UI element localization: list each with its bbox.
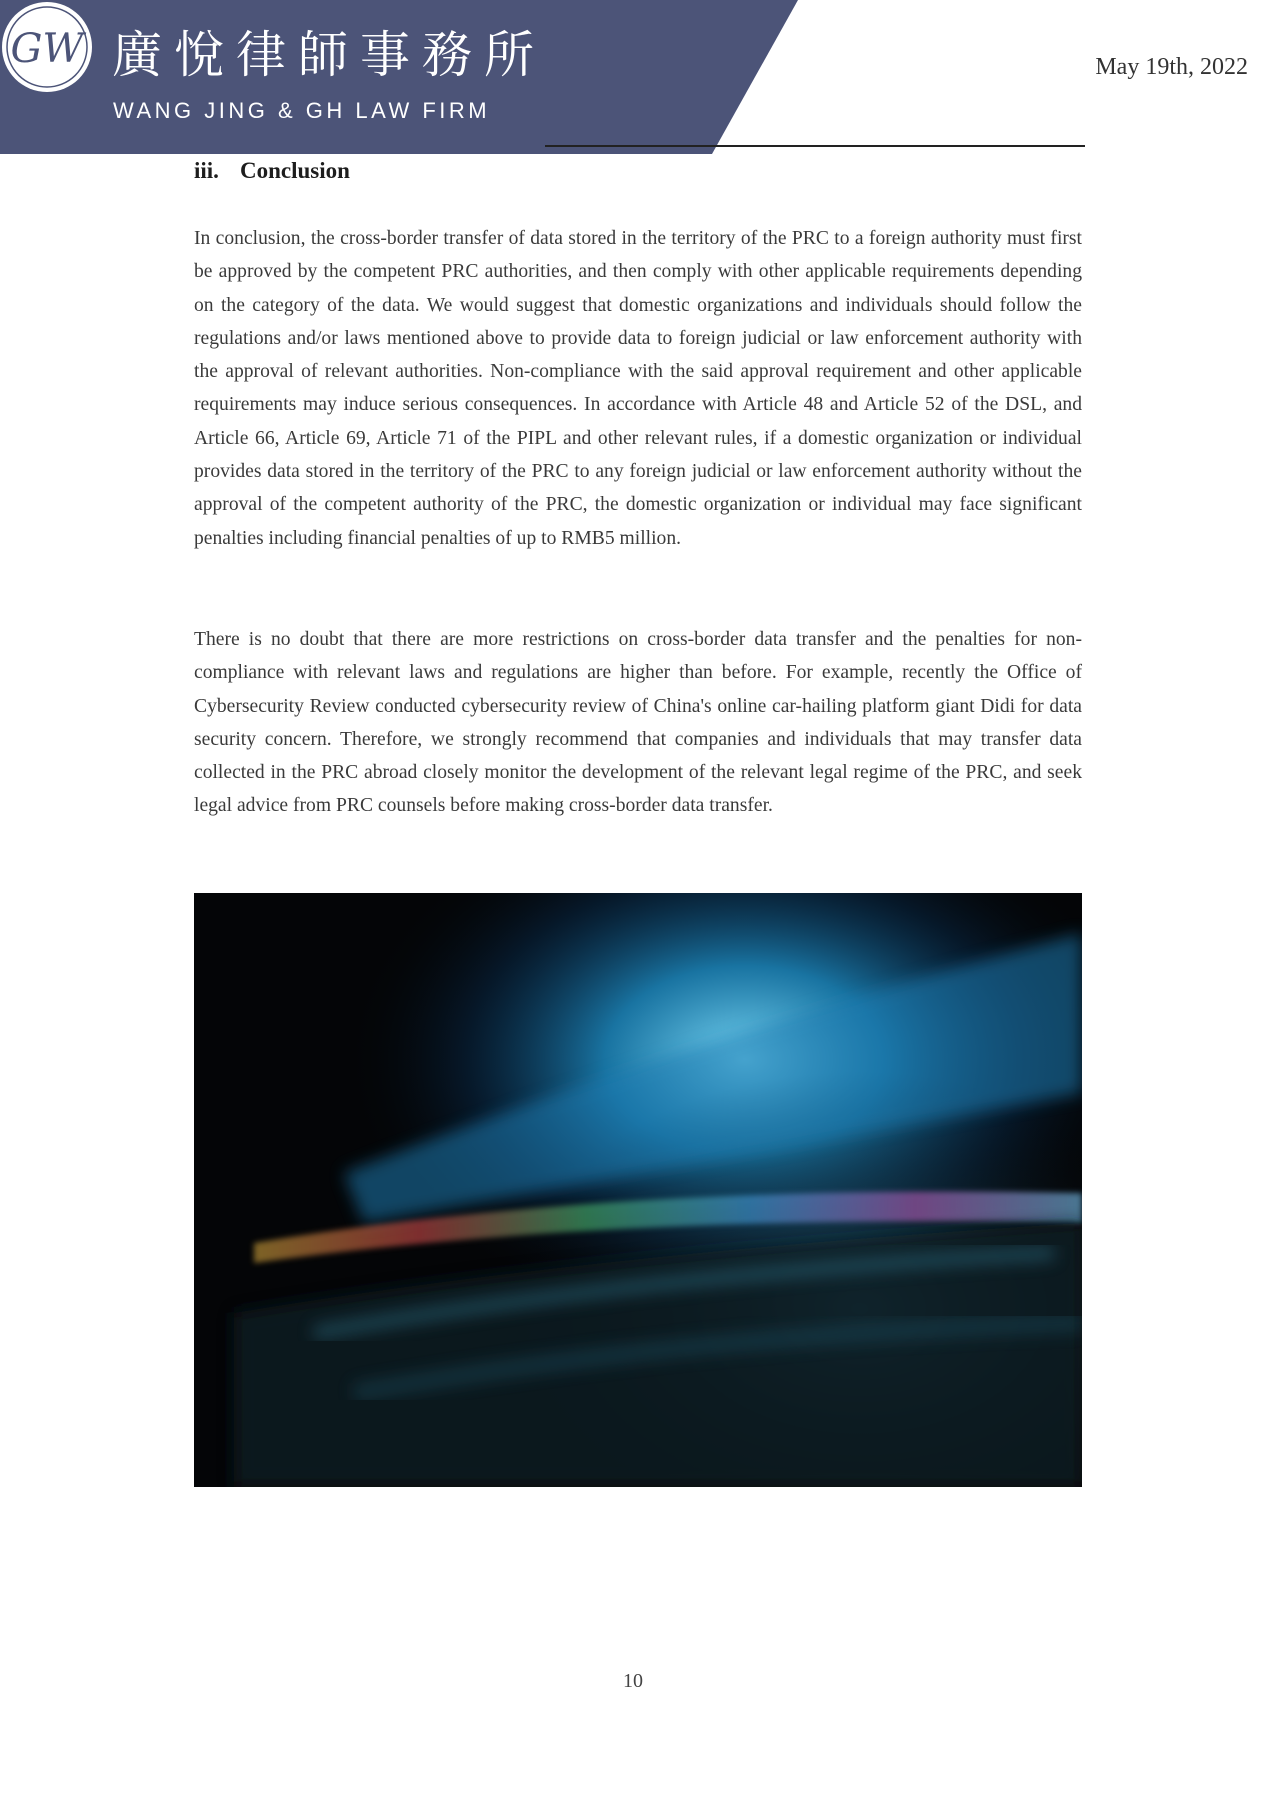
header-band bbox=[0, 0, 1266, 160]
laptop-photo bbox=[194, 893, 1082, 1487]
laptop-photo-icon bbox=[194, 893, 1082, 1487]
firm-logo-icon bbox=[0, 0, 94, 94]
section-number: iii. bbox=[194, 158, 219, 183]
firm-name-english: WANG JING & GH LAW FIRM bbox=[113, 98, 491, 123]
firm-name-chinese: 廣悅律師事務所 bbox=[112, 26, 546, 84]
document-date: May 19th, 2022 bbox=[1095, 54, 1248, 80]
paragraph-conclusion: In conclusion, the cross-border transfer of data stored in the territory of the PRC to a foreign authority must first be approved by the competent PRC authorities, and then comply with other applicable requirements depending on the category of the data. We would suggest that domestic organizations and individuals should follow the regulations and/or laws mentioned above to provide data to foreign judicial or law enforcement authority with the approval of relevant authorities. Non-compliance with the said approval requirement and other applicable requirements may induce serious consequences. In accordance with Article 48 and Article 52 of the DSL, and Article 66, Article 69, Article 71 of the PIPL and other relevant rules, if a domestic organization or individual provides data stored in the territory of the PRC to any foreign judicial or law enforcement authority without the approval of the competent authority of the PRC, the domestic organization or individual may face significant penalties including financial penalties of up to RMB5 million. bbox=[194, 228, 1082, 549]
paragraph-recommendation: There is no doubt that there are more restrictions on cross-border data transfer and the penalties for non-compliance with relevant laws and regulations are higher than before. For example, recently the Office of Cybersecurity Review conducted cybersecurity review of China's online car-hailing platform giant Didi for data security concern. Therefore, we strongly recommend that companies and individuals that may transfer data collected in the PRC abroad closely monitor the development of the relevant legal regime of the PRC, and seek legal advice from PRC counsels before making cross-border data transfer. bbox=[194, 629, 1082, 817]
logo-monogram: GW bbox=[10, 26, 84, 72]
section-heading bbox=[194, 158, 350, 184]
page-number: 10 bbox=[623, 1670, 643, 1692]
section-title: Conclusion bbox=[240, 158, 350, 183]
header-rule bbox=[545, 145, 1085, 147]
